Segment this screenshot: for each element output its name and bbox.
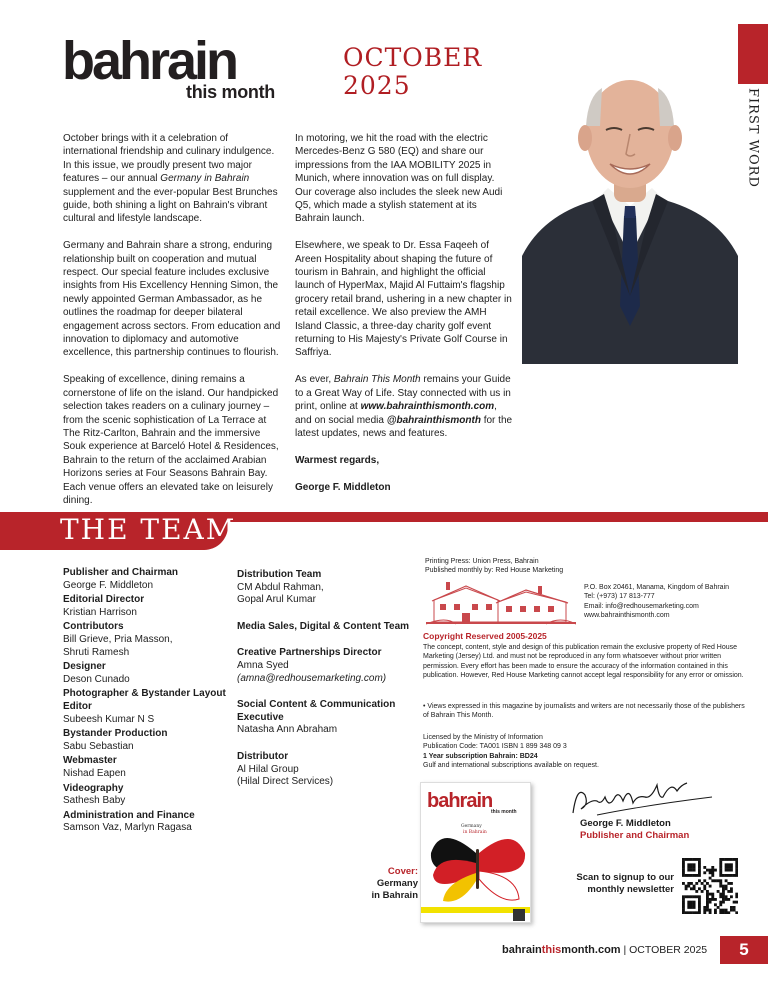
- editorial-text: George F. Middleton: [295, 481, 391, 493]
- footer-site-part-1: bahrain: [502, 944, 542, 956]
- cover-caption: [356, 866, 418, 902]
- editorial-text: remains your Guide to a Great Way of Life. Stay connected with us in print, online at: [295, 374, 511, 413]
- section-tab-label: FIRST WORD: [745, 88, 761, 188]
- team-role: Administration and Finance: [63, 809, 195, 821]
- postal-address: P.O. Box 20461, Manama, Kingdom of Bahrain: [584, 584, 730, 591]
- team-entry: [63, 661, 233, 686]
- team-entry: [237, 699, 412, 737]
- subscription: 1 Year subscription Bahrain: BD24: [423, 752, 538, 760]
- cover-caption-title-2: in Bahrain: [371, 890, 418, 901]
- team-entry: [237, 751, 412, 789]
- editorial-text: Speaking of excellence, dining remains a cornerstone of life on the island. Our handpicked selection takes readers on a culinary journey – from the scenic sophistication of La Terrace at The Ritz-Carlton, Bahrain and the immersive Souk experience at Barceló Hotel & Residences, Bahrain to the return of the acclaimed Arabian Horizons series at Four Seasons Bahrain Bay. Each venue offers an elevated take on leisurely dining.: [63, 374, 279, 506]
- editorial-text: supplement and the ever-popular Best Brunches guide, both shining a light on Bahrain's vibrant cultural and lifestyle landscape.: [63, 186, 278, 225]
- editorial-text: www.bahrainthismonth.com: [360, 401, 495, 413]
- gulf-subscriptions: Gulf and international subscriptions available on request.: [423, 762, 599, 770]
- team-entry: [63, 783, 233, 808]
- team-role: Distribution Team: [237, 569, 322, 580]
- team-member: Sathesh Baby: [63, 795, 126, 807]
- editorial-text: Warmest regards,: [295, 454, 380, 466]
- masthead-subtitle: this month: [186, 82, 275, 102]
- team-role: Social Content & Communication Executive: [237, 699, 396, 723]
- printing-info: [425, 557, 625, 576]
- footer-issue: | OCTOBER 2025: [620, 944, 708, 956]
- editorial-paragraph: [295, 454, 513, 467]
- team-member: Gopal Arul Kumar: [237, 594, 316, 606]
- telephone: Tel: (+973) 17 813-777: [584, 593, 655, 601]
- views-disclaimer: • Views expressed in this magazine by journalists and writers are not necessarily those of the publishers of Bahrain This Month.: [423, 703, 745, 720]
- team-member: Natasha Ann Abraham: [237, 724, 338, 736]
- newsletter-prompt: [556, 872, 674, 896]
- team-role: Creative Partnerships Director: [237, 647, 382, 659]
- team-member: Nishad Eapen: [63, 767, 126, 779]
- team-entry: [63, 621, 233, 659]
- team-role: Videography: [63, 782, 124, 794]
- team-entry: [63, 567, 233, 592]
- team-member: Amna Syed: [237, 659, 289, 671]
- published-by: Published monthly by: Red House Marketing: [425, 567, 564, 575]
- newsletter-line-2: monthly newsletter: [587, 884, 674, 895]
- team-role: Bystander Production: [63, 728, 168, 740]
- team-entry: [237, 569, 412, 607]
- footer-site-part-3: month.com: [561, 944, 621, 956]
- team-role: Contributors: [63, 621, 124, 633]
- issue-year: 2025: [343, 71, 411, 100]
- issue-date: [343, 44, 482, 100]
- team-member: Deson Cunado: [63, 673, 130, 685]
- copyright-text: The concept, content, style and design of this publication remain the exclusive property of Red House Marketing (Jersey) Ltd. and must not be reproduced in any form whatsoever without prior written permission. Every effort has been made to ensure the accuracy of the information contained in this publication. However, Red House Marketing cannot accept legal responsibility for any error or omission.: [423, 644, 744, 680]
- footer-website[interactable]: [502, 944, 707, 956]
- editorial-paragraph: [295, 373, 513, 440]
- team-heading: THE TEAM: [60, 513, 237, 546]
- team-member: CM Abdul Rahman,: [237, 581, 324, 593]
- editorial-text: for the latest updates, news and features.: [295, 414, 513, 439]
- editorial-text: Germany in Bahrain: [160, 173, 250, 185]
- team-entry: [63, 688, 233, 726]
- editorial-column-2: [295, 132, 513, 507]
- team-list-2: [237, 569, 412, 803]
- team-entry: [63, 810, 233, 835]
- team-entry: [237, 621, 412, 634]
- editorial-text: As ever,: [295, 374, 334, 386]
- team-role: Distributor: [237, 750, 289, 762]
- team-member: Sabu Sebastian: [63, 740, 134, 752]
- editorial-text: , and on social media: [295, 401, 497, 426]
- contact-info: [584, 583, 754, 621]
- team-member: George F. Middleton: [63, 579, 154, 591]
- team-member: Subeesh Kumar N S: [63, 713, 155, 725]
- team-role: Media Sales, Digital & Content Team: [237, 620, 410, 632]
- cover-thumb-brand: bahrain: [427, 790, 493, 812]
- newsletter-line-1: Scan to signup to our: [576, 872, 674, 883]
- team-member: Bill Grieve, Pria Masson,: [63, 633, 173, 645]
- editorial-text: In motoring, we hit the road with the electric Mercedes-Benz G 580 (EQ) and share our impressions from the IAA MOBILITY 2025 in Munich, where innovation was on full display. Our coverage also includes the sleek new Audi Q5, which made a stylish statement at its Bahrain launch.: [295, 133, 503, 225]
- team-member: Shruti Ramesh: [63, 646, 130, 658]
- editorial-text: @bahrainthismonth: [386, 414, 481, 426]
- editorial-text: October brings with it a celebration of international friendship and culinary indulgence. In this issue, we proudly present two major features – our annual: [63, 133, 275, 185]
- copyright-title: Copyright Reserved 2005-2025: [423, 631, 547, 641]
- footer-site-part-2: this: [541, 944, 562, 956]
- editorial-paragraph: [63, 373, 285, 507]
- masthead-logo: bahrain: [62, 31, 237, 91]
- cover-caption-title-1: Germany: [376, 878, 418, 889]
- team-entry: [237, 647, 412, 685]
- editorial-text: Germany and Bahrain share a strong, enduring relationship built on cooperation and mutual respect. Our special feature includes exclusive insights from His Excellency Henning Simon, the newly appointed German Ambassador, as he outlines the roadmap for deeper bilateral engagement across sectors. From education and innovation to diplomacy and automotive excellence, this partnership continues to flourish.: [63, 240, 281, 359]
- cover-thumbnail: [420, 782, 531, 923]
- editorial-text: Elsewhere, we speak to Dr. Essa Faqeeh of Areen Hospitality about shaping the future of tourism in Bahrain, and highlight the official launch of HyperMax, Majid Al Futtaim's flagship grocery retail brand, ushering in a new chapter in retail excellence. We also preview the AMH Island Classic, a three-day charity golf event returning to His Majesty's Private Golf Course in Saffriya.: [295, 240, 512, 359]
- cover-thumb-feature-1: Germany: [461, 824, 482, 829]
- license-info: [423, 733, 745, 771]
- editorial-text: Bahrain This Month: [333, 374, 421, 386]
- section-tab-marker: [738, 24, 768, 84]
- issue-month: OCTOBER: [343, 43, 483, 72]
- qr-code-icon[interactable]: [682, 858, 738, 914]
- team-member: Samson Vaz, Marlyn Ragasa: [63, 822, 192, 834]
- editorial-paragraph: [295, 132, 513, 226]
- editorial-column-1: [63, 132, 285, 521]
- editorial-paragraph: [295, 239, 513, 360]
- editorial-paragraph: [63, 239, 285, 360]
- team-entry: [63, 728, 233, 753]
- editorial-paragraph: [63, 132, 285, 226]
- team-member: Al Hilal Group: [237, 763, 299, 775]
- team-role: Webmaster: [63, 755, 117, 767]
- team-role: Designer: [63, 661, 106, 673]
- team-member: Kristian Harrison: [63, 606, 137, 618]
- cover-thumb-feature-2: in Bahrain: [463, 830, 487, 835]
- team-role: Publisher and Chairman: [63, 567, 179, 578]
- team-member: (Hilal Direct Services): [237, 776, 334, 788]
- page-number: 5: [720, 936, 768, 964]
- cover-thumb-subtitle: this month: [491, 809, 517, 815]
- team-entry: [63, 594, 233, 619]
- handwritten-signature: [567, 775, 717, 820]
- team-role: Photographer & Bystander Layout Editor: [63, 688, 226, 712]
- editor-portrait: [522, 56, 738, 364]
- team-entry: [63, 755, 233, 780]
- cover-caption-label: Cover:: [387, 866, 418, 877]
- email: Email: info@redhousemarketing.com: [584, 602, 699, 610]
- team-list-1: [63, 567, 233, 837]
- team-role: Editorial Director: [63, 594, 145, 606]
- editorial-paragraph: [295, 481, 513, 494]
- team-member: (amna@redhousemarketing.com): [237, 672, 387, 684]
- signoff-role: Publisher and Chairman: [580, 830, 690, 841]
- signoff-name: George F. Middleton: [580, 818, 671, 829]
- printing-press: Printing Press: Union Press, Bahrain: [425, 558, 539, 565]
- website: www.bahrainthismonth.com: [584, 612, 670, 620]
- red-house-illustration: [426, 580, 576, 626]
- licensed-by: Licensed by the Ministry of Information: [423, 734, 543, 741]
- publication-code: Publication Code: TA001 ISBN 1 899 348 09 3: [423, 743, 567, 751]
